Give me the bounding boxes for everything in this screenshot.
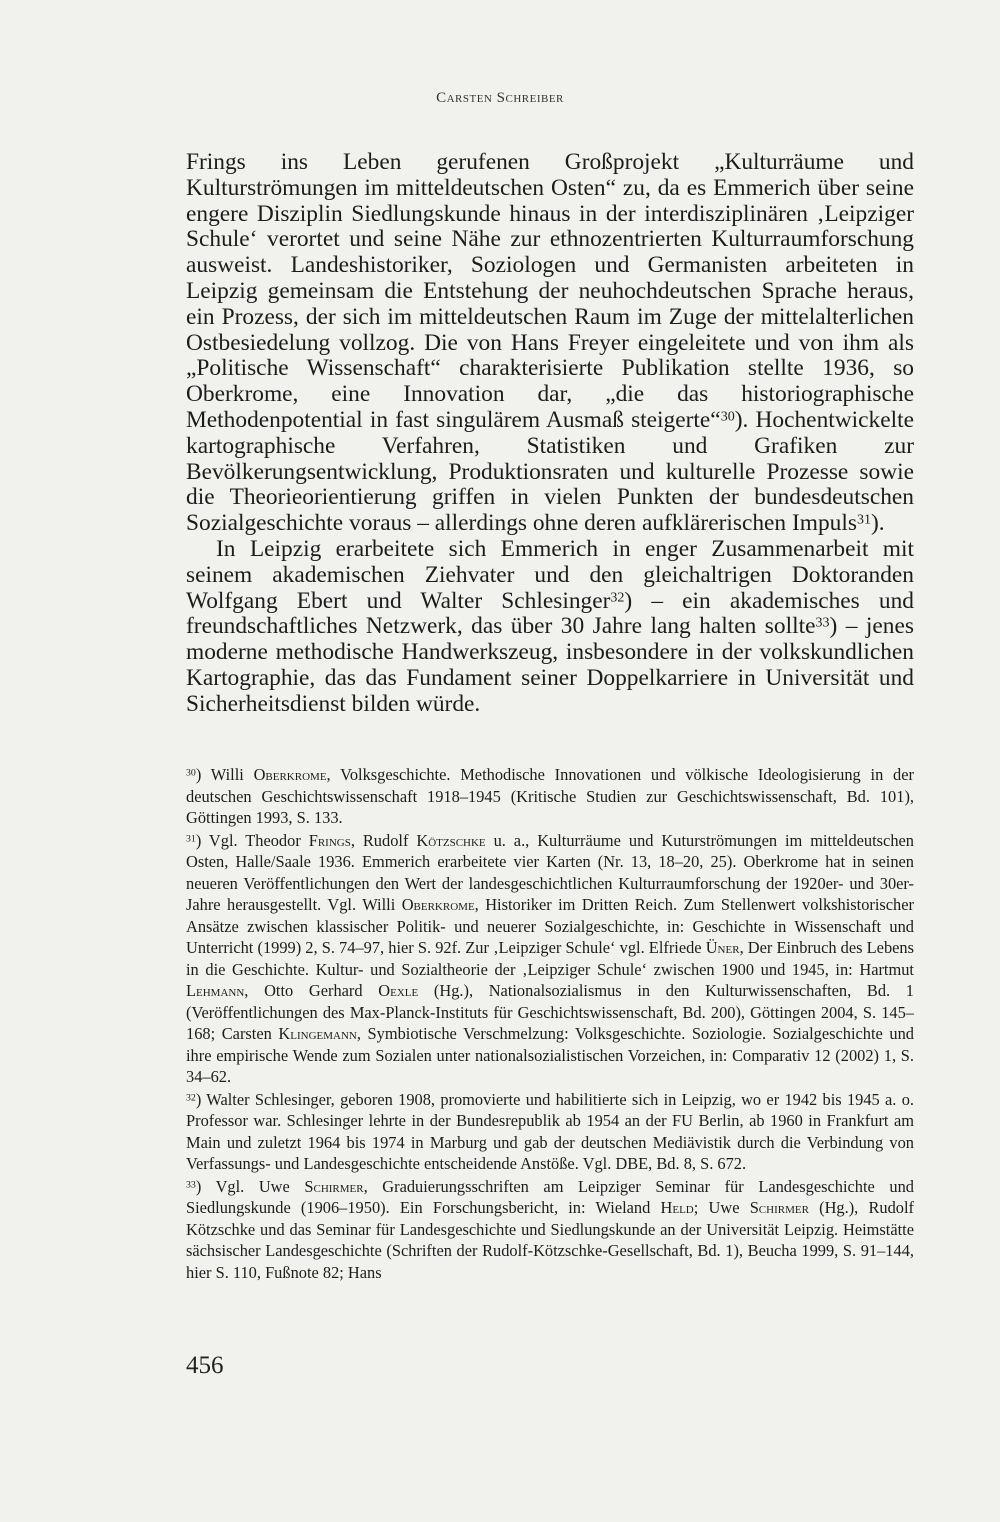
author-name: Held [660,1198,694,1217]
footnote-33 [186,1176,914,1284]
author-name: Lehmann [186,981,245,1000]
footnote-number: 30 [186,767,196,779]
footnote-text: u. a., Kulturräume und Kuturströmungen im mitteldeutschen Osten, Halle/Saale 1936. Emmerich erarbeitete vier Karten (Nr. 13, 18–20, 25). Oberkrome hat in seinen neueren Veröffentlichungen den Wert der landesgeschichtlichen Kulturraumforschung der 1920er- und 30er-Jahre herausgestellt. Vgl. Willi [186,830,915,914]
paragraph-text: ). Hochentwickelte kartographische Verfahren, Statistiken und Grafiken zur Bevölkerungsentwicklung, Produktionsraten und kulturelle Prozesse sowie die Theorieorientierung griffen in vielen Punkten der bundesdeutschen Sozialgeschichte voraus – allerdings ohne deren aufklärerischen Impuls [186,406,914,537]
footnotes [186,764,914,1284]
running-head-author-last: Schreiber [496,90,564,106]
footnote-text: ) Vgl. Theodor [195,830,309,850]
footnote-ref-33[interactable]: 33 [815,615,830,632]
author-name: Oexle [378,981,419,1000]
footnote-text: (Hg.), Rudolf Kötzschke und das Seminar für Landesgeschichte und Siedlungskunde an der Universität Leipzig. Heimstätte sächsischer Landesgeschichte (Schriften der Rudolf-Kötzschke-Gesellschaft, Bd. 1), Beucha 1999, S. 91–144, hier S. 110, Fußnote 82; Hans [186,1198,915,1282]
footnote-ref-32[interactable]: 32 [610,589,625,606]
footnote-text: , Volksgeschichte. Methodische Innovationen und völkische Ideologisierung in der deutschen Geschichtswissenschaft 1918–1945 (Kritische Studien zur Geschichtswissenschaft, Bd. 101), Göttingen 1993, S. 133. [186,765,914,827]
footnote-text: , Graduierungsschriften am Leipziger Seminar für Landesgeschichte und Siedlungskunde (1906–1950). Ein Forschungsbericht, in: Wieland [186,1176,914,1217]
author-name: Klingemann [278,1024,357,1043]
main-text [186,150,914,718]
footnote-text: , Rudolf [350,830,417,850]
footnote-number: 33 [186,1179,196,1191]
footnote-text: ) Vgl. Uwe [195,1176,305,1196]
footnote-ref-30[interactable]: 30 [720,408,735,425]
paragraph-text: ) – ein akademisches und freundschaftliches Netzwerk, das über 30 Jahre lang halten sollte [186,587,914,640]
author-name: Oberkrome [401,895,475,914]
footnote-text: ) Willi [195,765,254,784]
footnote-ref-31[interactable]: 31 [856,511,871,528]
author-name: Schirmer [304,1176,364,1196]
author-name: Oberkrome [253,765,327,784]
author-name: Schirmer [749,1198,809,1217]
footnote-30 [186,764,914,829]
running-head [0,90,1000,107]
footnote-text: (Hg.), Nationalsozialismus in den Kulturwissenschaften, Bd. 1 (Veröffentlichungen des Max-Planck-Instituts für Geschichtswissenschaft, Bd. 200), Göttingen 2004, S. 145–168; Carsten [186,981,914,1043]
footnote-text: , Symbiotische Verschmelzung: Volksgeschichte. Soziologie. Sozialgeschichte und ihre empirische Wende zum Sozialen unter nationalsozialistischen Vorzeichen, in: Comparativ 12 (2002) 1, S. 34–62. [186,1024,915,1086]
footnote-text: , Der Einbruch des Lebens in die Geschichte. Kultur- und Sozialtheorie der ‚Leipziger Schule‘ zwischen 1900 und 1945, in: Hartmut [186,938,914,979]
author-name: Üner [705,938,740,957]
footnote-text: , Otto Gerhard [244,981,379,1000]
paragraph-text: ) – jenes moderne methodische Handwerkszeug, insbesondere in der volkskundlichen Kartographie, das das Fundament seiner Doppelkarriere in Universität und Sicherheitsdienst bilden würde. [186,613,914,717]
paragraph-1 [186,150,914,537]
footnote-32 [186,1089,914,1175]
author-name: Frings [308,830,351,850]
paragraph-text: In Leipzig erarbeitete sich Emmerich in enger Zusammenarbeit mit seinem akademischen Ziehvater und den gleichaltrigen Doktoranden Wolfgang Ebert und Walter Schlesinger [186,535,914,614]
footnote-number: 32 [186,1092,196,1104]
footnote-31 [186,830,914,1088]
footnote-text: ) Walter Schlesinger, geboren 1908, promovierte und habilitierte sich in Leipzig, wo er 1942 bis 1945 a. o. Professor war. Schlesinger lehrte in der Bundesrepublik ab 1954 an der FU Berlin, ab 1960 in Frankfurt am Main und zuletzt 1964 bis 1974 in Marburg und gab der deutschen Mediävistik durch die Verbindung von Verfassungs- und Landesgeschichte entscheidende Anstöße. Vgl. DBE, Bd. 8, S. 672. [186,1089,914,1173]
author-name: Kötzschke [416,830,486,850]
paragraph-text: ). [870,510,885,537]
page-number: 456 [186,1352,224,1379]
running-head-author-first: Carsten [436,90,493,106]
footnote-text: ; Uwe [693,1198,750,1217]
footnote-text: , Historiker im Dritten Reich. Zum Stellenwert volkshistorischer Ansätze zwischen klassischer Politik- und neuerer Sozialgeschichte, in: Geschichte in Wissenschaft und Unterricht (1999) 2, S. 74–97, hier S. 92f. Zur ‚Leipziger Schule‘ vgl. Elfriede [186,895,914,957]
paragraph-text: Frings ins Leben gerufenen Großprojekt „Kulturräume und Kulturströmungen im mitteldeutschen Osten“ zu, da es Emmerich über seine engere Disziplin Siedlungskunde hinaus in der interdisziplinären ‚Leipziger Schule‘ verortet und seine Nähe zur ethnozentrierten Kulturraumforschung ausweist. Landeshistoriker, Soziologen und Germanisten arbeiteten in Leipzig gemeinsam die Entstehung der neuhochdeutschen Sprache heraus, ein Prozess, der sich im mitteldeutschen Raum im Zuge der mittelalterlichen Ostbesiedelung vollzog. Die von Hans Freyer eingeleitete und von ihm als „Politische Wissenschaft“ charakterisierte Publikation stellte 1936, so Oberkrome, eine Innovation dar, „die das historiographische Methodenpotential in fast singulärem Ausmaß steigerte“ [186,149,914,433]
footnote-number: 31 [186,833,196,845]
paragraph-2 [186,537,914,718]
